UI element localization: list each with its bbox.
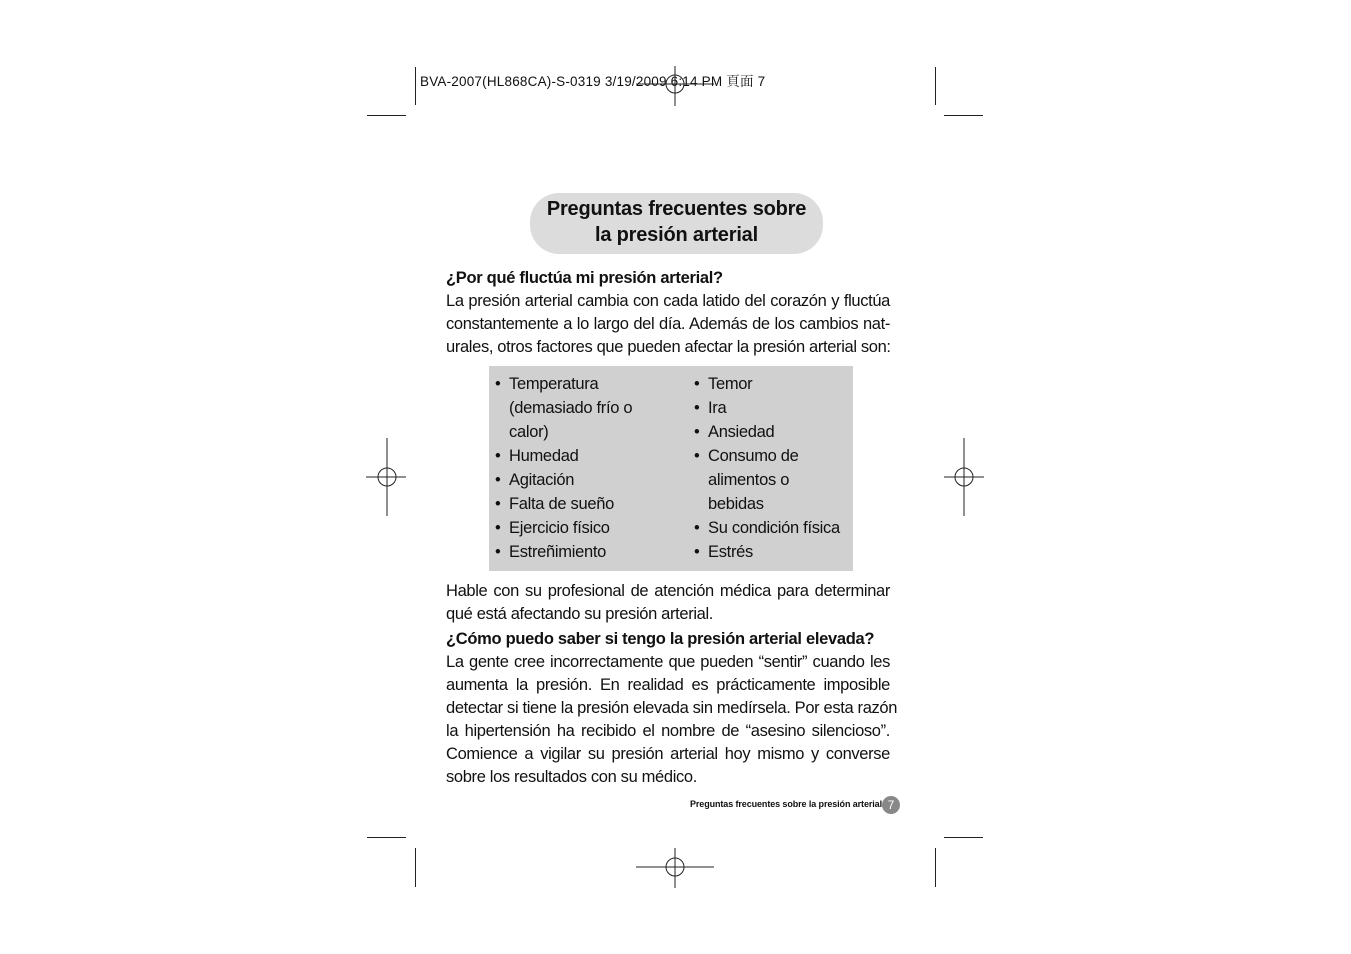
paragraph-line: Comience a vigilar su presión arterial hoy mismo y converse xyxy=(446,745,890,763)
page-title-line: la presión arterial xyxy=(595,224,758,246)
crop-mark xyxy=(935,848,936,887)
list-item: • Estrés xyxy=(694,540,849,564)
advice-paragraph xyxy=(446,580,890,626)
factors-left-column xyxy=(495,372,685,564)
crop-mark xyxy=(415,848,416,887)
list-item: • Temperatura (demasiado frío o calor) xyxy=(495,372,685,444)
page-number-badge: 7 xyxy=(882,796,900,814)
list-item: • Ejercicio físico xyxy=(495,516,685,540)
paragraph-line: detectar si tiene la presión elevada sin medírsela. Por esta razón xyxy=(446,699,898,717)
factors-right-column xyxy=(694,372,849,564)
page-title-line: Preguntas frecuentes sobre xyxy=(546,198,807,220)
list-item: • Temor xyxy=(694,372,849,396)
paragraph-line: sobre los resultados con su médico. xyxy=(446,768,697,786)
paragraph-line: la hipertensión ha recibido el nombre de “asesino silencioso”. xyxy=(446,722,890,740)
paragraph-line: qué está afectando su presión arterial. xyxy=(446,605,714,623)
paragraph-line: constantemente a lo largo del día. Además de los cambios nat- xyxy=(446,315,890,333)
print-slug: BVA-2007(HL868CA)-S-0319 3/19/2009 6:14 PM 頁面 7 xyxy=(420,74,766,89)
crop-mark xyxy=(944,115,983,116)
list-item: • Agitación xyxy=(495,468,685,492)
paragraph-line: Hable con su profesional de atención médica para determinar xyxy=(446,582,890,600)
paragraph-line: La gente cree incorrectamente que pueden “sentir” cuando les xyxy=(446,653,890,671)
crop-mark xyxy=(367,115,406,116)
running-footer: Preguntas frecuentes sobre la presión arterial xyxy=(690,799,882,809)
paragraph-line: La presión arterial cambia con cada latido del corazón y fluctúa xyxy=(446,292,890,310)
paragraph-line: aumenta la presión. En realidad es prácticamente imposible xyxy=(446,676,890,694)
list-item: • Ansiedad xyxy=(694,420,849,444)
list-item: • Humedad xyxy=(495,444,685,468)
registration-mark-icon xyxy=(636,848,714,888)
list-item: • Estreñimiento xyxy=(495,540,685,564)
crop-mark xyxy=(415,67,416,105)
paragraph xyxy=(446,651,898,789)
registration-mark-icon xyxy=(944,438,984,516)
paragraph xyxy=(446,290,890,359)
crop-mark xyxy=(944,837,983,838)
list-item: • Ira xyxy=(694,396,849,420)
page-title xyxy=(530,193,823,254)
crop-mark xyxy=(935,67,936,105)
registration-mark-icon xyxy=(366,438,406,516)
question-heading: ¿Por qué fluctúa mi presión arterial? xyxy=(446,269,723,287)
question-heading: ¿Cómo puedo saber si tengo la presión arterial elevada? xyxy=(446,630,875,648)
list-item: • Su condición física xyxy=(694,516,849,540)
registration-mark-icon xyxy=(636,66,714,106)
factors-box xyxy=(489,366,853,571)
list-item: • Consumo de alimentos o bebidas xyxy=(694,444,849,516)
list-item: • Falta de sueño xyxy=(495,492,685,516)
crop-mark xyxy=(367,837,406,838)
paragraph-line: urales, otros factores que pueden afectar la presión arterial son: xyxy=(446,338,891,356)
